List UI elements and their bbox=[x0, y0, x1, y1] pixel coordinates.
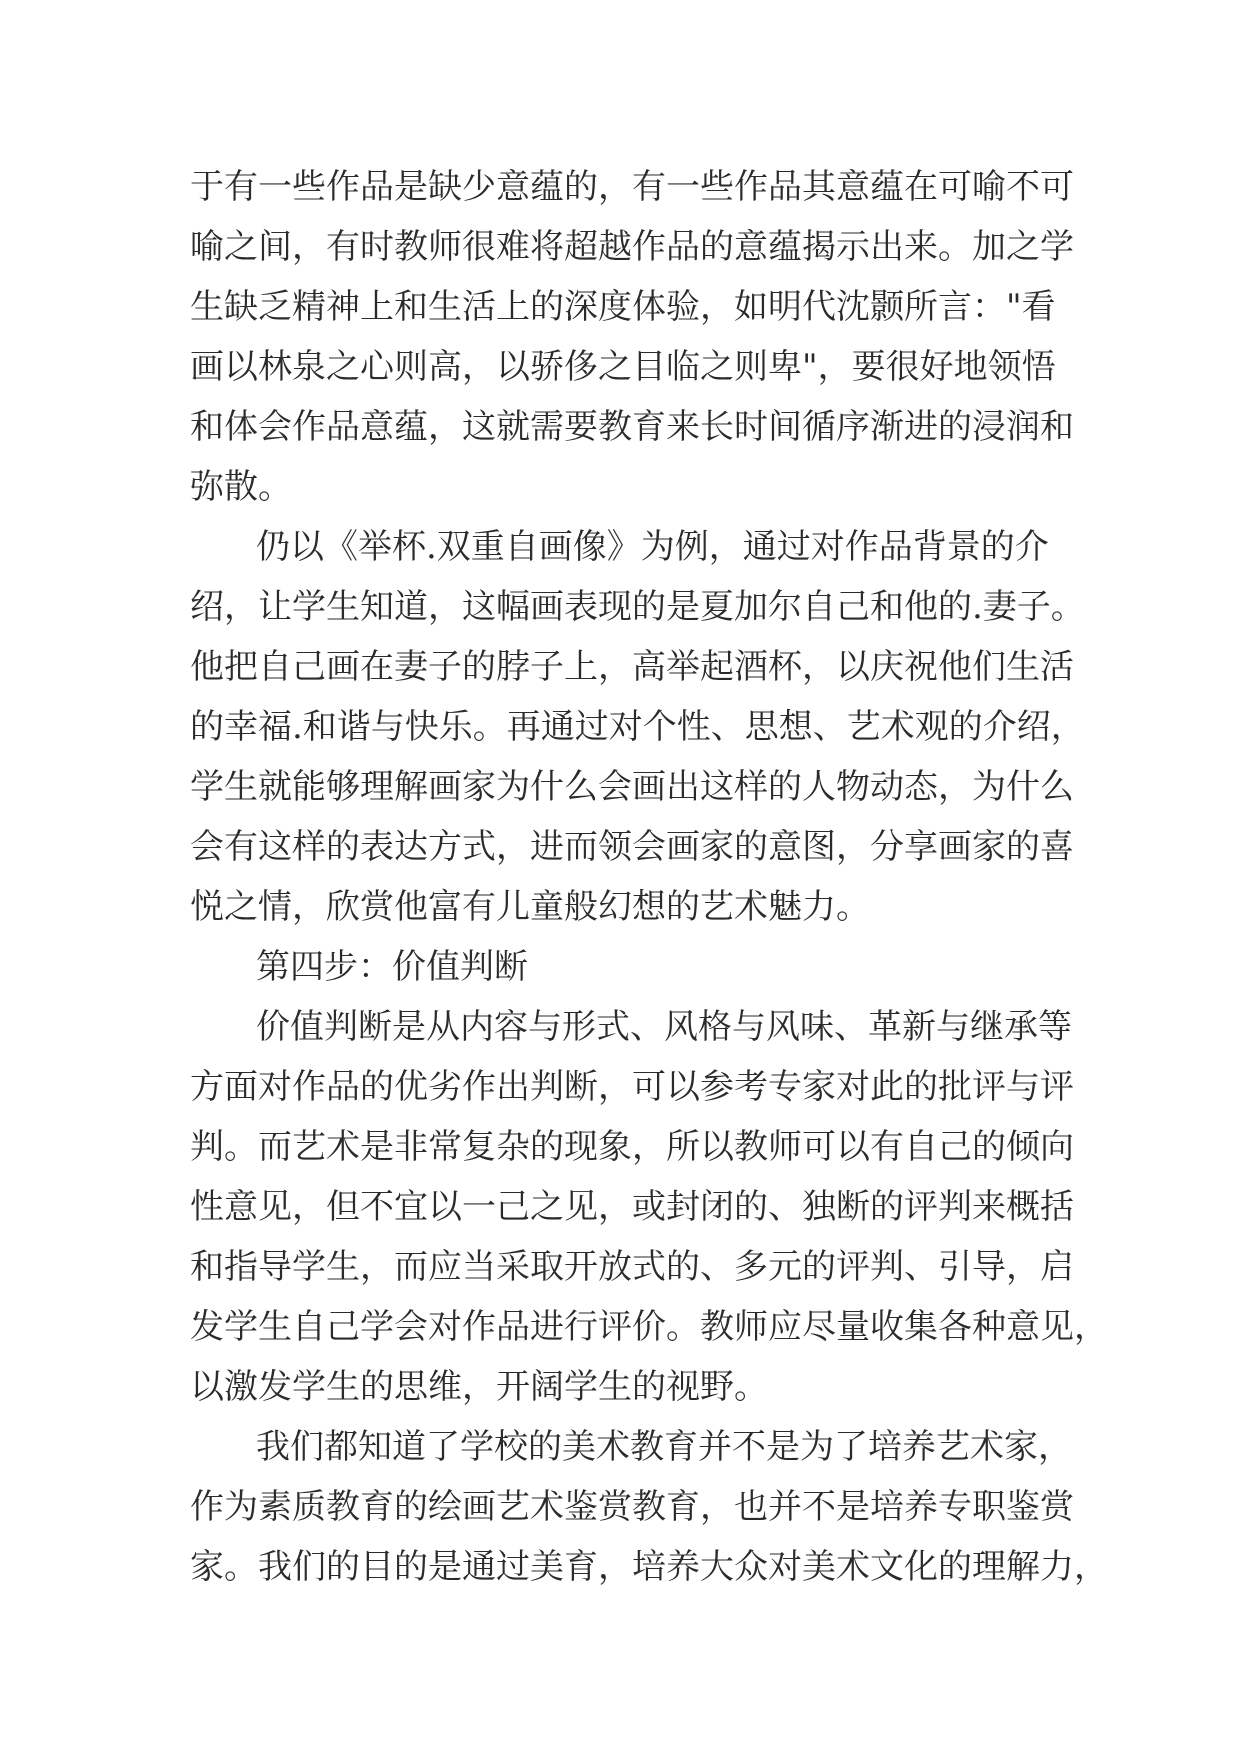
text-line: 性意见，但不宜以一己之见，或封闭的、独断的评判来概括 bbox=[190, 1187, 1074, 1227]
heading-text: 第四步：价值判断 bbox=[256, 947, 528, 987]
text-line: 和指导学生，而应当采取开放式的、多元的评判、引导，启 bbox=[190, 1247, 1074, 1287]
text-line: 他把自己画在妻子的脖子上，高举起酒杯，以庆祝他们生活 bbox=[190, 647, 1074, 687]
text-line: 发学生自己学会对作品进行评价。教师应尽量收集各种意见， bbox=[190, 1307, 1108, 1347]
text-line: 绍，让学生知道，这幅画表现的是夏加尔自己和他的.妻子。 bbox=[190, 587, 1085, 627]
text-line: 的幸福.和谐与快乐。再通过对个性、思想、艺术观的介绍， bbox=[190, 707, 1085, 747]
text-line: 方面对作品的优劣作出判断，可以参考专家对此的批评与评 bbox=[190, 1067, 1074, 1107]
text-line: 生缺乏精神上和生活上的深度体验，如明代沈颢所言："看 bbox=[190, 287, 1056, 327]
paragraph bbox=[190, 157, 1074, 517]
text-line: 学生就能够理解画家为什么会画出这样的人物动态，为什么 bbox=[190, 767, 1074, 807]
text-line: 悦之情，欣赏他富有儿童般幻想的艺术魅力。 bbox=[190, 887, 870, 927]
text-line: 喻之间，有时教师很难将超越作品的意蕴揭示出来。加之学 bbox=[190, 227, 1074, 267]
text-line: 仍以《举杯.双重自画像》为例，通过对作品背景的介 bbox=[256, 527, 1049, 567]
text-line: 判。而艺术是非常复杂的现象，所以教师可以有自己的倾向 bbox=[190, 1127, 1074, 1167]
text-line: 作为素质教育的绘画艺术鉴赏教育，也并不是培养专职鉴赏 bbox=[190, 1487, 1074, 1527]
document-body bbox=[190, 157, 1108, 1597]
paragraph bbox=[190, 517, 1085, 937]
text-line: 我们都知道了学校的美术教育并不是为了培养艺术家， bbox=[256, 1427, 1072, 1467]
text-line: 于有一些作品是缺少意蕴的，有一些作品其意蕴在可喻不可 bbox=[190, 167, 1074, 207]
section-heading bbox=[190, 937, 1070, 997]
text-line: 价值判断是从内容与形式、风格与风味、革新与继承等 bbox=[256, 1007, 1072, 1047]
text-line: 和体会作品意蕴，这就需要教育来长时间循序渐进的浸润和 bbox=[190, 407, 1074, 447]
text-line: 以激发学生的思维，开阔学生的视野。 bbox=[190, 1367, 768, 1407]
text-line: 画以林泉之心则高，以骄侈之目临之则卑"，要很好地领悟 bbox=[190, 347, 1056, 387]
text-line: 会有这样的表达方式，进而领会画家的意图，分享画家的喜 bbox=[190, 827, 1074, 867]
text-line: 家。我们的目的是通过美育，培养大众对美术文化的理解力， bbox=[190, 1547, 1108, 1587]
paragraph bbox=[190, 997, 1108, 1417]
paragraph bbox=[190, 1417, 1108, 1597]
text-line: 弥散。 bbox=[190, 467, 292, 507]
